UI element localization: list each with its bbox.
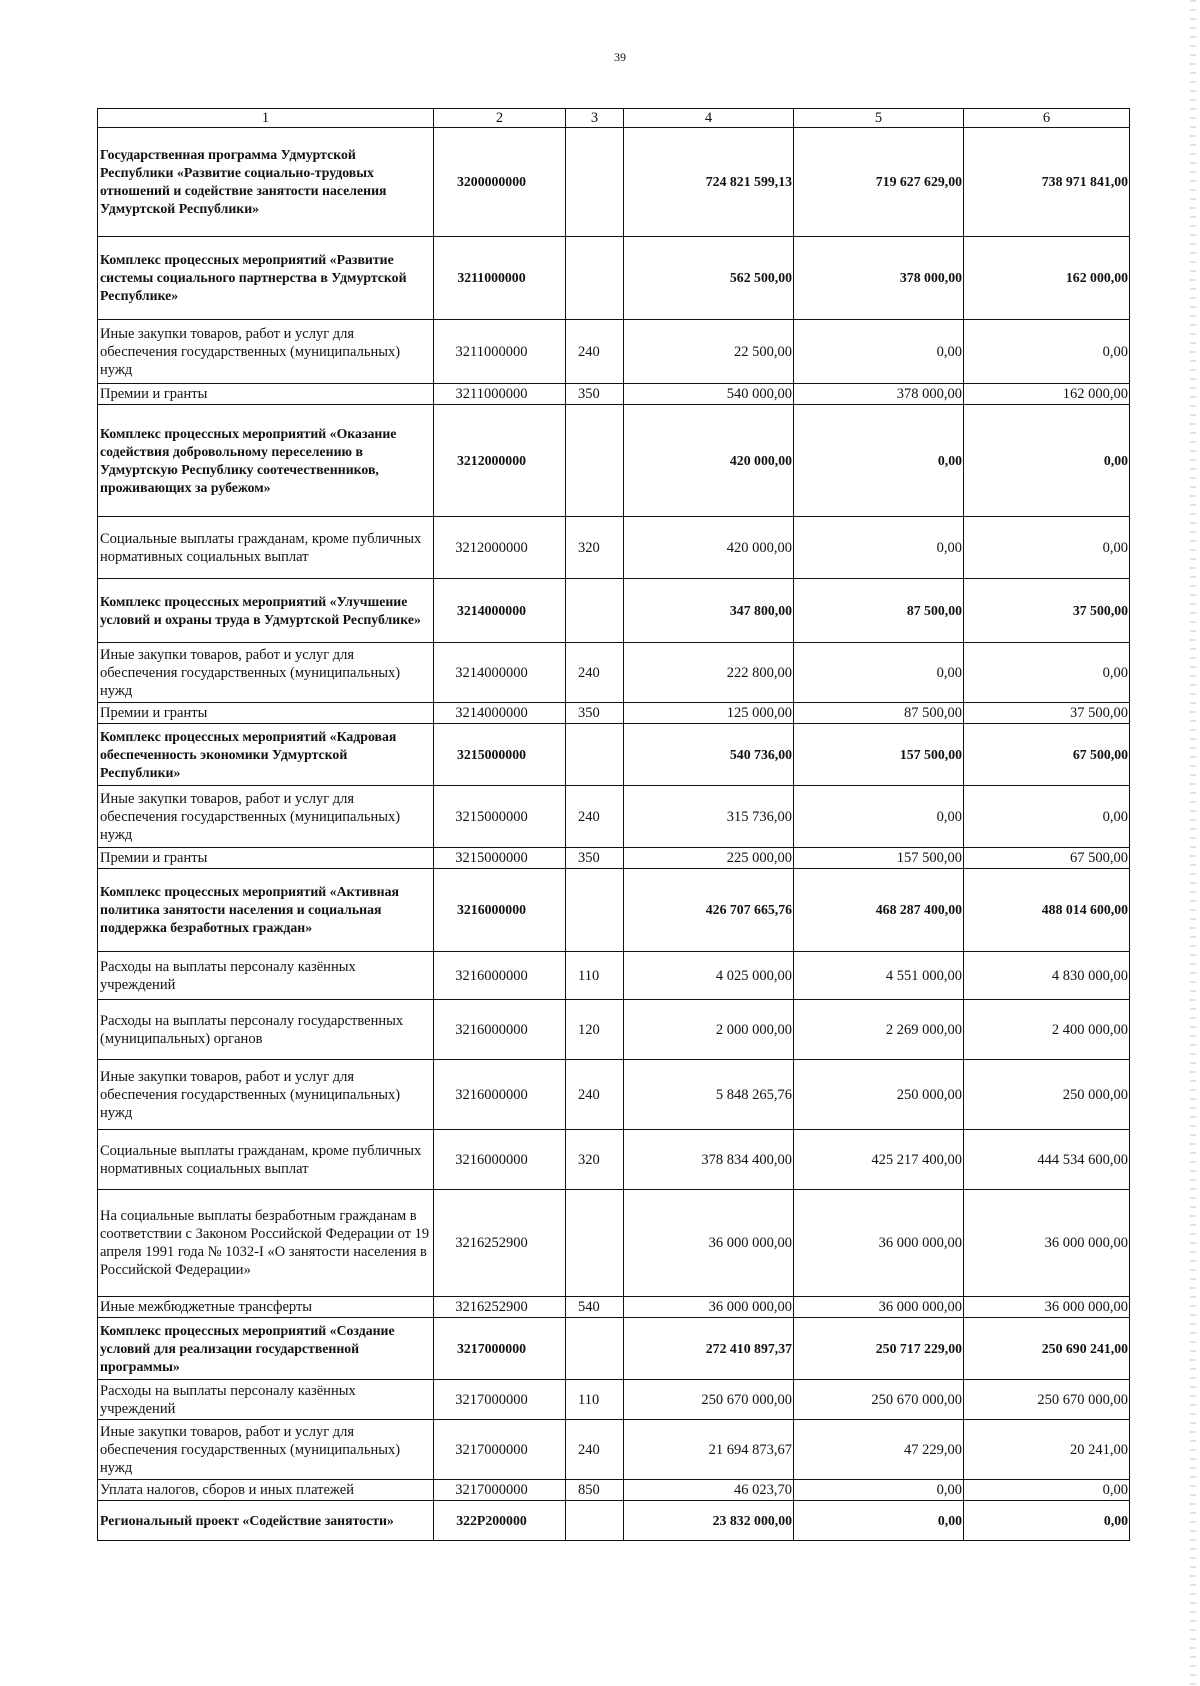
row-type-cell [566, 579, 624, 643]
row-type-cell [566, 869, 624, 952]
row-type-cell [566, 128, 624, 237]
row-amount-year1-cell: 125 000,00 [624, 703, 794, 724]
header-row [98, 109, 1130, 128]
table-row [98, 1190, 1130, 1297]
row-type-cell [566, 1190, 624, 1297]
table-row [98, 1318, 1130, 1380]
table-row [98, 869, 1130, 952]
row-type-cell: 240 [566, 320, 624, 384]
table-body [98, 109, 1130, 1541]
table-row [98, 1501, 1130, 1541]
table-row [98, 724, 1130, 786]
row-type-cell: 320 [566, 1130, 624, 1190]
row-name-cell: Комплекс процессных мероприятий «Создание условий для реализации государственной программы» [98, 1318, 434, 1380]
row-name-cell: Комплекс процессных мероприятий «Улучшение условий и охраны труда в Удмуртской Республике» [98, 579, 434, 643]
row-amount-year3-cell: 0,00 [964, 786, 1130, 848]
table-row [98, 128, 1130, 237]
row-amount-year3-cell: 250 000,00 [964, 1060, 1130, 1130]
row-code-cell: 3211000000 [434, 237, 566, 320]
row-amount-year1-cell: 222 800,00 [624, 643, 794, 703]
row-amount-year1-cell: 22 500,00 [624, 320, 794, 384]
row-amount-year3-cell: 0,00 [964, 320, 1130, 384]
row-amount-year2-cell: 0,00 [794, 1501, 964, 1541]
budget-table [97, 108, 1130, 1541]
row-name-cell: Премии и гранты [98, 703, 434, 724]
table-row [98, 384, 1130, 405]
row-amount-year1-cell: 315 736,00 [624, 786, 794, 848]
row-name-cell: Социальные выплаты гражданам, кроме публичных нормативных социальных выплат [98, 1130, 434, 1190]
row-amount-year2-cell: 36 000 000,00 [794, 1190, 964, 1297]
row-amount-year2-cell: 36 000 000,00 [794, 1297, 964, 1318]
row-code-cell: 3214000000 [434, 703, 566, 724]
row-amount-year1-cell: 426 707 665,76 [624, 869, 794, 952]
row-amount-year1-cell: 420 000,00 [624, 517, 794, 579]
header-cell-2: 2 [434, 109, 566, 128]
row-type-cell: 540 [566, 1297, 624, 1318]
row-name-cell: Иные закупки товаров, работ и услуг для обеспечения государственных (муниципальных) нужд [98, 320, 434, 384]
row-type-cell: 240 [566, 643, 624, 703]
row-code-cell: 3216000000 [434, 1060, 566, 1130]
row-type-cell: 350 [566, 384, 624, 405]
row-type-cell: 350 [566, 703, 624, 724]
row-type-cell: 850 [566, 1480, 624, 1501]
row-amount-year3-cell: 67 500,00 [964, 724, 1130, 786]
row-name-cell: Иные закупки товаров, работ и услуг для обеспечения государственных (муниципальных) нужд [98, 786, 434, 848]
header-cell-6: 6 [964, 109, 1130, 128]
row-amount-year1-cell: 272 410 897,37 [624, 1318, 794, 1380]
table-row [98, 1380, 1130, 1420]
row-name-cell: Комплекс процессных мероприятий «Кадровая обеспеченность экономики Удмуртской Республики» [98, 724, 434, 786]
row-amount-year1-cell: 46 023,70 [624, 1480, 794, 1501]
row-code-cell: 3217000000 [434, 1420, 566, 1480]
table-row [98, 1060, 1130, 1130]
row-amount-year1-cell: 4 025 000,00 [624, 952, 794, 1000]
row-name-cell: Комплекс процессных мероприятий «Оказание содействия добровольному переселению в Удмуртскую Республику соотечественников, проживающих за рубежом» [98, 405, 434, 517]
table-row [98, 579, 1130, 643]
row-type-cell: 110 [566, 952, 624, 1000]
table-row [98, 1420, 1130, 1480]
row-amount-year1-cell: 540 736,00 [624, 724, 794, 786]
row-amount-year1-cell: 562 500,00 [624, 237, 794, 320]
row-name-cell: Социальные выплаты гражданам, кроме публичных нормативных социальных выплат [98, 517, 434, 579]
row-amount-year3-cell: 36 000 000,00 [964, 1297, 1130, 1318]
row-name-cell: Иные закупки товаров, работ и услуг для обеспечения государственных (муниципальных) нужд [98, 1060, 434, 1130]
row-amount-year2-cell: 719 627 629,00 [794, 128, 964, 237]
row-amount-year3-cell: 162 000,00 [964, 384, 1130, 405]
row-amount-year3-cell: 67 500,00 [964, 848, 1130, 869]
row-amount-year1-cell: 36 000 000,00 [624, 1190, 794, 1297]
row-amount-year3-cell: 488 014 600,00 [964, 869, 1130, 952]
header-cell-4: 4 [624, 109, 794, 128]
row-type-cell: 110 [566, 1380, 624, 1420]
table-row [98, 1130, 1130, 1190]
row-name-cell: Расходы на выплаты персоналу казённых учреждений [98, 1380, 434, 1420]
row-code-cell: 3211000000 [434, 384, 566, 405]
row-amount-year1-cell: 36 000 000,00 [624, 1297, 794, 1318]
row-amount-year3-cell: 4 830 000,00 [964, 952, 1130, 1000]
row-type-cell: 240 [566, 786, 624, 848]
row-name-cell: Иные межбюджетные трансферты [98, 1297, 434, 1318]
row-amount-year2-cell: 0,00 [794, 517, 964, 579]
row-amount-year1-cell: 420 000,00 [624, 405, 794, 517]
row-code-cell: 3214000000 [434, 579, 566, 643]
table-row [98, 1000, 1130, 1060]
table-row [98, 237, 1130, 320]
row-amount-year2-cell: 87 500,00 [794, 703, 964, 724]
row-amount-year3-cell: 738 971 841,00 [964, 128, 1130, 237]
row-amount-year3-cell: 37 500,00 [964, 703, 1130, 724]
row-amount-year3-cell: 0,00 [964, 1501, 1130, 1541]
row-amount-year2-cell: 468 287 400,00 [794, 869, 964, 952]
row-code-cell: 322P200000 [434, 1501, 566, 1541]
row-name-cell: На социальные выплаты безработным гражданам в соответствии с Законом Российской Федерации от 19 апреля 1991 года № 1032-I «О занятости населения в Российской Федерации» [98, 1190, 434, 1297]
row-amount-year1-cell: 378 834 400,00 [624, 1130, 794, 1190]
row-code-cell: 3216000000 [434, 1130, 566, 1190]
header-cell-3: 3 [566, 109, 624, 128]
row-amount-year2-cell: 0,00 [794, 1480, 964, 1501]
row-code-cell: 3200000000 [434, 128, 566, 237]
row-type-cell [566, 1501, 624, 1541]
row-amount-year1-cell: 225 000,00 [624, 848, 794, 869]
header-cell-5: 5 [794, 109, 964, 128]
row-amount-year2-cell: 378 000,00 [794, 384, 964, 405]
row-amount-year2-cell: 0,00 [794, 405, 964, 517]
table-row [98, 405, 1130, 517]
row-amount-year3-cell: 0,00 [964, 405, 1130, 517]
row-type-cell: 320 [566, 517, 624, 579]
row-amount-year1-cell: 5 848 265,76 [624, 1060, 794, 1130]
row-amount-year3-cell: 2 400 000,00 [964, 1000, 1130, 1060]
row-amount-year3-cell: 37 500,00 [964, 579, 1130, 643]
row-amount-year1-cell: 250 670 000,00 [624, 1380, 794, 1420]
row-name-cell: Иные закупки товаров, работ и услуг для обеспечения государственных (муниципальных) нужд [98, 643, 434, 703]
table-row [98, 1297, 1130, 1318]
row-code-cell: 3216252900 [434, 1297, 566, 1318]
row-amount-year2-cell: 250 000,00 [794, 1060, 964, 1130]
row-amount-year1-cell: 21 694 873,67 [624, 1420, 794, 1480]
row-code-cell: 3216252900 [434, 1190, 566, 1297]
row-type-cell [566, 1318, 624, 1380]
row-type-cell [566, 237, 624, 320]
row-code-cell: 3216000000 [434, 952, 566, 1000]
table-row [98, 320, 1130, 384]
row-code-cell: 3217000000 [434, 1318, 566, 1380]
row-name-cell: Государственная программа Удмуртской Республики «Развитие социально-трудовых отношений и содействие занятости населения Удмуртской Республики» [98, 128, 434, 237]
scan-edge-mark [1190, 0, 1196, 1686]
row-name-cell: Уплата налогов, сборов и иных платежей [98, 1480, 434, 1501]
row-code-cell: 3217000000 [434, 1380, 566, 1420]
table-row [98, 643, 1130, 703]
row-amount-year2-cell: 87 500,00 [794, 579, 964, 643]
row-type-cell [566, 405, 624, 517]
row-amount-year3-cell: 0,00 [964, 517, 1130, 579]
row-type-cell: 240 [566, 1420, 624, 1480]
row-amount-year2-cell: 0,00 [794, 786, 964, 848]
table-row [98, 952, 1130, 1000]
row-amount-year2-cell: 250 717 229,00 [794, 1318, 964, 1380]
row-name-cell: Премии и гранты [98, 384, 434, 405]
page-number: 39 [614, 50, 626, 64]
row-amount-year3-cell: 0,00 [964, 1480, 1130, 1501]
row-name-cell: Комплекс процессных мероприятий «Активная политика занятости населения и социальная поддержка безработных граждан» [98, 869, 434, 952]
header-cell-1: 1 [98, 109, 434, 128]
row-name-cell: Премии и гранты [98, 848, 434, 869]
row-amount-year2-cell: 0,00 [794, 643, 964, 703]
row-amount-year3-cell: 444 534 600,00 [964, 1130, 1130, 1190]
row-amount-year2-cell: 2 269 000,00 [794, 1000, 964, 1060]
row-amount-year2-cell: 0,00 [794, 320, 964, 384]
row-code-cell: 3215000000 [434, 724, 566, 786]
row-amount-year3-cell: 250 670 000,00 [964, 1380, 1130, 1420]
row-type-cell [566, 724, 624, 786]
row-code-cell: 3216000000 [434, 869, 566, 952]
row-amount-year1-cell: 23 832 000,00 [624, 1501, 794, 1541]
row-amount-year2-cell: 47 229,00 [794, 1420, 964, 1480]
table-row [98, 517, 1130, 579]
row-code-cell: 3214000000 [434, 643, 566, 703]
row-code-cell: 3215000000 [434, 786, 566, 848]
row-type-cell: 240 [566, 1060, 624, 1130]
row-amount-year2-cell: 157 500,00 [794, 724, 964, 786]
row-amount-year2-cell: 378 000,00 [794, 237, 964, 320]
row-amount-year3-cell: 250 690 241,00 [964, 1318, 1130, 1380]
row-amount-year3-cell: 0,00 [964, 643, 1130, 703]
row-name-cell: Региональный проект «Содействие занятости» [98, 1501, 434, 1541]
row-name-cell: Иные закупки товаров, работ и услуг для обеспечения государственных (муниципальных) нужд [98, 1420, 434, 1480]
row-amount-year2-cell: 4 551 000,00 [794, 952, 964, 1000]
row-code-cell: 3212000000 [434, 517, 566, 579]
row-code-cell: 3217000000 [434, 1480, 566, 1501]
row-name-cell: Комплекс процессных мероприятий «Развитие системы социального партнерства в Удмуртской Республике» [98, 237, 434, 320]
row-amount-year2-cell: 157 500,00 [794, 848, 964, 869]
row-amount-year1-cell: 2 000 000,00 [624, 1000, 794, 1060]
row-name-cell: Расходы на выплаты персоналу государственных (муниципальных) органов [98, 1000, 434, 1060]
row-amount-year3-cell: 36 000 000,00 [964, 1190, 1130, 1297]
table-row [98, 848, 1130, 869]
row-amount-year1-cell: 724 821 599,13 [624, 128, 794, 237]
row-code-cell: 3211000000 [434, 320, 566, 384]
row-amount-year3-cell: 20 241,00 [964, 1420, 1130, 1480]
row-name-cell: Расходы на выплаты персоналу казённых учреждений [98, 952, 434, 1000]
table-row [98, 703, 1130, 724]
row-amount-year2-cell: 250 670 000,00 [794, 1380, 964, 1420]
row-type-cell: 120 [566, 1000, 624, 1060]
row-code-cell: 3216000000 [434, 1000, 566, 1060]
row-code-cell: 3215000000 [434, 848, 566, 869]
row-amount-year1-cell: 347 800,00 [624, 579, 794, 643]
table-row [98, 1480, 1130, 1501]
row-code-cell: 3212000000 [434, 405, 566, 517]
row-amount-year2-cell: 425 217 400,00 [794, 1130, 964, 1190]
row-amount-year1-cell: 540 000,00 [624, 384, 794, 405]
row-type-cell: 350 [566, 848, 624, 869]
table-row [98, 786, 1130, 848]
row-amount-year3-cell: 162 000,00 [964, 237, 1130, 320]
